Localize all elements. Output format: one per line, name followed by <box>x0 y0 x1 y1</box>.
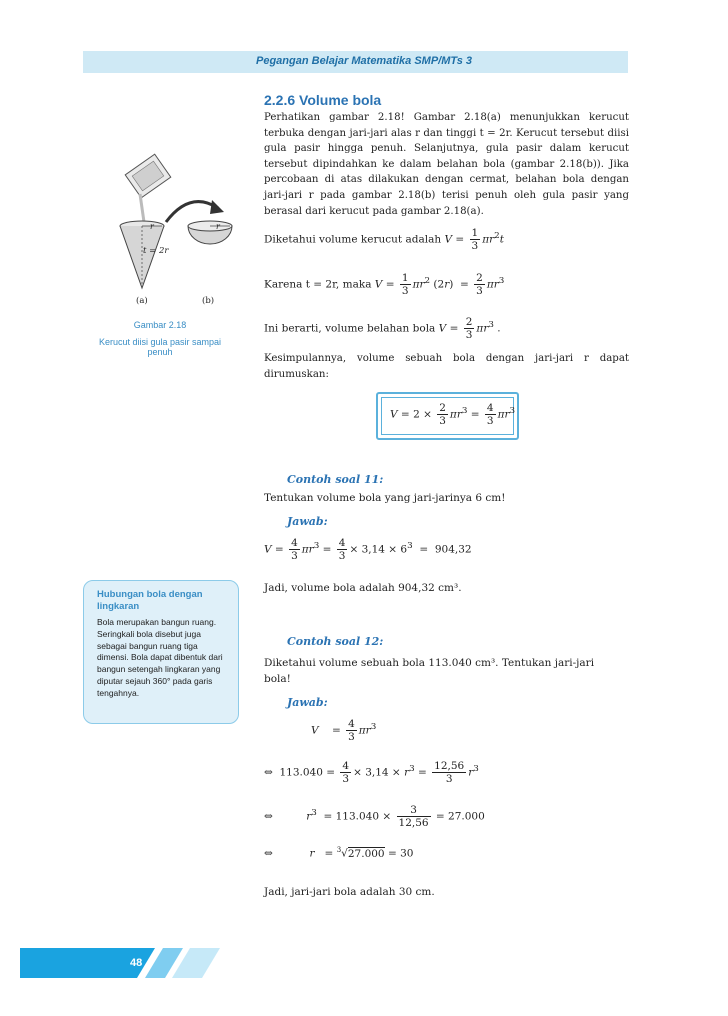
step-karena: Karena t = 2r, maka V = $\frac{1}{3}$ $\pi r^2$ (2r) = $\frac{2}{3}$ $\pi r^3$ <box>264 272 505 297</box>
page-header <box>83 51 628 73</box>
figure-caption-text: Kerucut diisi gula pasir sampai penuh <box>98 337 222 357</box>
example12-answer-label: Jawab: <box>287 696 328 709</box>
example11-answer-label: Jawab: <box>287 515 328 528</box>
sphere-volume-formula-box <box>376 392 519 440</box>
label-r-hemisphere: r <box>216 222 220 231</box>
sidebar-title: Hubungan bola dengan lingkaran <box>97 589 203 612</box>
example11-calculation: V = $\frac{4}{3}$ $\pi r^3$ = $\frac{4}{3}$ × $3,14 \times 6^3 = 904,32$ <box>264 537 472 562</box>
footer-page-number-container <box>20 948 220 978</box>
step-diketahui: Diketahui volume kerucut adalah V = $\frac{1}{3}$ $\pi r^2t$ <box>264 227 504 252</box>
hemisphere-icon <box>188 221 232 244</box>
example11-conclusion: Jadi, volume bola adalah 904,32 cm³. <box>264 582 462 594</box>
example12-question-line1: Diketahui volume sebuah bola 113.040 cm³. Tentukan jari-jari <box>264 657 595 669</box>
label-b: (b) <box>202 296 215 306</box>
example11-title: Contoh soal 11: <box>287 473 384 486</box>
section-title: 2.2.6 Volume bola <box>264 92 382 108</box>
page-number: 48 <box>130 957 143 969</box>
header-title: Pegangan Belajar Matematika SMP/MTs 3 <box>256 55 472 67</box>
example12-step1: V = $\frac{4}{3}$ $\pi r^3$ <box>311 718 377 743</box>
example12-question-line2: bola! <box>264 673 291 685</box>
curved-arrow-icon <box>166 202 218 222</box>
example12-title: Contoh soal 12: <box>287 635 384 648</box>
label-a: (a) <box>136 296 148 306</box>
example12-step3: ⇔ $r^3 = 113.040$ × $\frac{3}{12,56}$ = 27.000 <box>264 804 485 829</box>
sphere-volume-formula: V = 2 × $\frac{2}{3}$ $\pi r^3$ = $\frac{4}{3}$ $\pi r^3$ <box>390 402 516 427</box>
figure-cone-hemisphere <box>100 148 250 308</box>
label-r-cone: r <box>150 222 154 231</box>
example12-step2: ⇔ 113.040 = $\frac{4}{3}$ × $3,14 \times r^3$ = $\frac{12,56}{3}$ $r^3$ <box>264 760 479 785</box>
sidebar-text: Bola merupakan bangun ruang. Seringkali bola disebut juga sebagai bangun ruang tiga dimensi. Bola dapat dibentuk dari bangun setengah lingkaran yang diputar sejauh 360° pada garis tengahnya. <box>97 617 223 698</box>
sugar-packet-icon <box>125 154 171 198</box>
example11-question: Tentukan volume bola yang jari-jarinya 6 cm! <box>264 492 506 504</box>
intro-paragraph: Perhatikan gambar 2.18! Gambar 2.18(a) menunjukkan kerucut terbuka dengan jari-jari alas r dan tinggi t = 2r. Kerucut tersebut diisi gula pasir hingga penuh. Selanjutnya, gula pasir dalam kerucut tersebut dipindahkan ke dalam belahan bola (gambar 2.18(b)). Jika percobaan di atas dilakukan dengan cermat, belahan bola dengan jari-jari r pada gambar 2.18(b) terisi penuh oleh gula pasir yang berasal dari kerucut pada gambar 2.18(a). <box>264 112 629 217</box>
step-berarti: Ini berarti, volume belahan bola V = $\frac{2}{3}$ $\pi r^3$ . <box>264 316 501 341</box>
figure-caption-title: Gambar 2.18 <box>133 320 187 330</box>
sidebar-info-box <box>83 580 239 724</box>
conclusion-text: Kesimpulannya, volume sebuah bola dengan jari-jari r dapat dirumuskan: <box>264 353 629 380</box>
example12-conclusion: Jadi, jari-jari bola adalah 30 cm. <box>264 886 435 898</box>
example12-step4: ⇔ r = $^3$√27.000 = 30 <box>264 846 414 860</box>
label-t: t = 2r <box>143 246 169 256</box>
